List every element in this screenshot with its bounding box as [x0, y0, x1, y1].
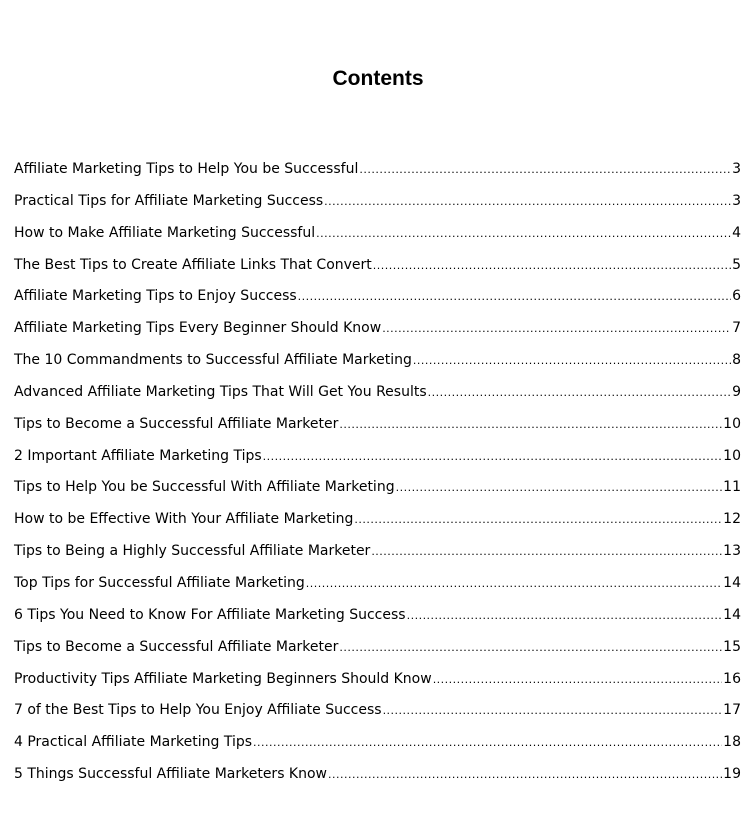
toc-entry-title: How to Make Affiliate Marketing Successful	[14, 224, 316, 241]
toc-entry[interactable]	[14, 441, 741, 473]
contents-heading: Contents	[332, 67, 424, 90]
toc-entry[interactable]	[14, 409, 741, 441]
toc-entry-page: 13	[723, 543, 741, 560]
dot-leader	[339, 409, 722, 441]
toc-entry-title: The Best Tips to Create Affiliate Links That Convert	[14, 256, 372, 273]
toc-entry-page: 14	[723, 606, 741, 623]
toc-entry[interactable]	[14, 345, 741, 377]
toc-entry[interactable]	[14, 664, 741, 696]
dot-leader	[354, 504, 722, 536]
toc-entry[interactable]	[14, 600, 741, 632]
toc-entry-page: 7	[732, 320, 741, 337]
toc-entry-page: 3	[732, 192, 741, 209]
toc-entry-title: 7 of the Best Tips to Help You Enjoy Affiliate Success	[14, 702, 382, 719]
dot-leader	[316, 218, 731, 250]
dot-leader	[396, 472, 723, 504]
toc-entry[interactable]	[14, 472, 741, 504]
toc-entry-title: Tips to Being a Highly Successful Affiliate Marketer	[14, 543, 371, 560]
toc-entry-page: 18	[723, 734, 741, 751]
toc-entry-title: Top Tips for Successful Affiliate Marketing	[14, 574, 305, 591]
toc-entry[interactable]	[14, 281, 741, 313]
dot-leader	[371, 536, 722, 568]
toc-entry-page: 10	[723, 415, 741, 432]
toc-entry[interactable]	[14, 250, 741, 282]
toc-entry-title: 6 Tips You Need to Know For Affiliate Marketing Success	[14, 606, 406, 623]
toc-entry[interactable]	[14, 154, 741, 186]
toc-entry-page: 11	[723, 479, 741, 496]
toc-entry-page: 12	[723, 511, 741, 528]
toc-entry-page: 14	[723, 574, 741, 591]
dot-leader	[263, 441, 723, 473]
toc-entry-title: Practical Tips for Affiliate Marketing Success	[14, 192, 324, 209]
toc-entry[interactable]	[14, 377, 741, 409]
toc-entry-page: 9	[732, 383, 741, 400]
table-of-contents	[14, 154, 741, 791]
dot-leader	[433, 664, 722, 696]
toc-entry[interactable]	[14, 313, 741, 345]
toc-entry-title: 2 Important Affiliate Marketing Tips	[14, 447, 262, 464]
toc-entry-title: Affiliate Marketing Tips Every Beginner Should Know	[14, 320, 382, 337]
toc-entry-title: Tips to Become a Successful Affiliate Marketer	[14, 415, 339, 432]
dot-leader	[413, 345, 731, 377]
toc-entry-page: 19	[723, 766, 741, 783]
toc-entry-page: 8	[732, 352, 741, 369]
toc-entry-page: 6	[732, 288, 741, 305]
toc-entry[interactable]	[14, 568, 741, 600]
dot-leader	[306, 568, 722, 600]
dot-leader	[253, 727, 722, 759]
dot-leader	[328, 759, 722, 791]
dot-leader	[407, 600, 723, 632]
dot-leader	[383, 695, 723, 727]
dot-leader	[428, 377, 731, 409]
dot-leader	[339, 632, 722, 664]
toc-entry-page: 15	[723, 638, 741, 655]
toc-entry-title: Advanced Affiliate Marketing Tips That Will Get You Results	[14, 383, 427, 400]
toc-entry[interactable]	[14, 218, 741, 250]
dot-leader	[324, 186, 731, 218]
toc-entry-title: 4 Practical Affiliate Marketing Tips	[14, 734, 253, 751]
toc-entry-page: 17	[723, 702, 741, 719]
toc-entry[interactable]	[14, 727, 741, 759]
dot-leader	[359, 154, 731, 186]
toc-entry[interactable]	[14, 695, 741, 727]
toc-entry-title: How to be Effective With Your Affiliate Marketing	[14, 511, 354, 528]
toc-entry[interactable]	[14, 632, 741, 664]
toc-entry[interactable]	[14, 759, 741, 791]
toc-entry-page: 5	[732, 256, 741, 273]
toc-entry[interactable]	[14, 536, 741, 568]
toc-entry[interactable]	[14, 504, 741, 536]
toc-entry-title: Tips to Help You be Successful With Affiliate Marketing	[14, 479, 395, 496]
toc-entry-title: 5 Things Successful Affiliate Marketers Know	[14, 766, 328, 783]
toc-entry-page: 4	[732, 224, 741, 241]
dot-leader	[382, 313, 731, 345]
toc-entry-title: Affiliate Marketing Tips to Enjoy Success	[14, 288, 297, 305]
dot-leader	[298, 281, 731, 313]
toc-entry-title: Productivity Tips Affiliate Marketing Beginners Should Know	[14, 670, 432, 687]
dot-leader	[373, 250, 731, 282]
toc-entry-title: Tips to Become a Successful Affiliate Marketer	[14, 638, 339, 655]
toc-entry[interactable]	[14, 186, 741, 218]
toc-entry-page: 10	[723, 447, 741, 464]
toc-entry-title: Affiliate Marketing Tips to Help You be Successful	[14, 161, 359, 177]
toc-entry-page: 3	[732, 161, 741, 177]
toc-entry-title: The 10 Commandments to Successful Affiliate Marketing	[14, 352, 412, 369]
toc-entry-page: 16	[723, 670, 741, 687]
